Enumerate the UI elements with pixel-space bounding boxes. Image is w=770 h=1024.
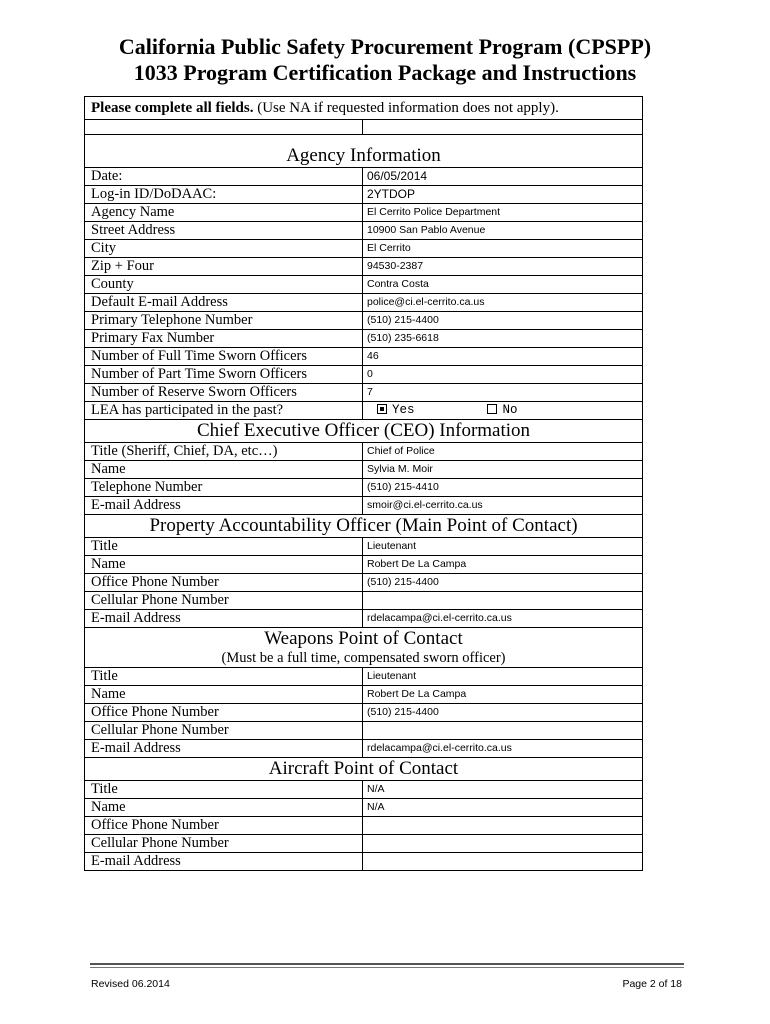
full-time-officers-field[interactable]: 46 <box>363 348 643 366</box>
certification-form <box>84 96 643 871</box>
agency-row-name <box>85 204 643 222</box>
aircraft-heading: Aircraft Point of Contact <box>85 758 643 781</box>
field-label: LEA has participated in the past? <box>85 402 363 420</box>
field-label: Title (Sheriff, Chief, DA, etc…) <box>85 443 363 461</box>
field-label: Number of Part Time Sworn Officers <box>85 366 363 384</box>
footer-divider <box>90 963 684 965</box>
blank-cell <box>363 120 643 135</box>
aircraft-title-field[interactable]: N/A <box>363 781 643 799</box>
field-label: Office Phone Number <box>85 574 363 592</box>
blank-cell <box>85 120 363 135</box>
aircraft-cell-phone-field[interactable] <box>363 835 643 853</box>
reserve-officers-field[interactable]: 7 <box>363 384 643 402</box>
weapons-title-field[interactable]: Lieutenant <box>363 668 643 686</box>
agency-row-login <box>85 186 643 204</box>
pao-title-field[interactable]: Lieutenant <box>363 538 643 556</box>
weapons-name-field[interactable]: Robert De La Campa <box>363 686 643 704</box>
field-label: Name <box>85 686 363 704</box>
ceo-section <box>85 420 643 515</box>
weapons-subheading: (Must be a full time, compensated sworn officer) <box>85 650 643 668</box>
field-label: County <box>85 276 363 294</box>
participated-options <box>363 402 643 420</box>
no-option[interactable] <box>487 402 517 419</box>
street-address-field[interactable]: 10900 San Pablo Avenue <box>363 222 643 240</box>
field-label: Name <box>85 799 363 817</box>
yes-label: Yes <box>392 403 415 417</box>
field-label: Agency Name <box>85 204 363 222</box>
checkbox-unchecked-icon[interactable] <box>487 404 497 414</box>
date-field[interactable]: 06/05/2014 <box>363 168 643 186</box>
primary-phone-field[interactable]: (510) 215-4400 <box>363 312 643 330</box>
ceo-heading: Chief Executive Officer (CEO) Information <box>85 420 643 443</box>
ceo-phone-field[interactable]: (510) 215-4410 <box>363 479 643 497</box>
field-label: Cellular Phone Number <box>85 722 363 740</box>
agency-row-participated <box>85 402 643 420</box>
page-title-line-1: California Public Safety Procurement Program (CPSPP) <box>118 34 652 59</box>
no-label: No <box>502 403 518 417</box>
weapons-cell-phone-field[interactable] <box>363 722 643 740</box>
field-label: City <box>85 240 363 258</box>
field-label: Title <box>85 668 363 686</box>
weapons-office-phone-field[interactable]: (510) 215-4400 <box>363 704 643 722</box>
aircraft-name-field[interactable]: N/A <box>363 799 643 817</box>
weapons-heading: Weapons Point of Contact <box>85 628 643 651</box>
agency-row-parttime <box>85 366 643 384</box>
agency-row-date <box>85 168 643 186</box>
revised-date: Revised 06.2014 <box>91 978 170 990</box>
weapons-section <box>85 628 643 758</box>
field-label: Telephone Number <box>85 479 363 497</box>
field-label: Number of Reserve Sworn Officers <box>85 384 363 402</box>
pao-email-field[interactable]: rdelacampa@ci.el-cerrito.ca.us <box>363 610 643 628</box>
agency-row-city <box>85 240 643 258</box>
pao-name-field[interactable]: Robert De La Campa <box>363 556 643 574</box>
agency-row-fax <box>85 330 643 348</box>
aircraft-email-field[interactable] <box>363 853 643 871</box>
zip-field[interactable]: 94530-2387 <box>363 258 643 276</box>
field-label: Primary Fax Number <box>85 330 363 348</box>
field-label: Office Phone Number <box>85 817 363 835</box>
pao-heading: Property Accountability Officer (Main Point of Contact) <box>85 515 643 538</box>
page-title-line-2: 1033 Program Certification Package and Instructions <box>133 60 637 85</box>
agency-name-field[interactable]: El Cerrito Police Department <box>363 204 643 222</box>
field-label: Log-in ID/DoDAAC: <box>85 186 363 204</box>
field-label: Cellular Phone Number <box>85 835 363 853</box>
login-id-field[interactable]: 2YTDOP <box>363 186 643 204</box>
agency-row-county <box>85 276 643 294</box>
field-label: Primary Telephone Number <box>85 312 363 330</box>
field-label: Name <box>85 556 363 574</box>
field-label: Cellular Phone Number <box>85 592 363 610</box>
field-label: Office Phone Number <box>85 704 363 722</box>
agency-row-email <box>85 294 643 312</box>
field-label: Zip + Four <box>85 258 363 276</box>
part-time-officers-field[interactable]: 0 <box>363 366 643 384</box>
city-field[interactable]: El Cerrito <box>363 240 643 258</box>
agency-heading: Agency Information <box>85 135 643 168</box>
field-label: E-mail Address <box>85 853 363 871</box>
pao-cell-phone-field[interactable] <box>363 592 643 610</box>
agency-row-reserve <box>85 384 643 402</box>
agency-section <box>85 135 643 420</box>
field-label: E-mail Address <box>85 610 363 628</box>
ceo-email-field[interactable]: smoir@ci.el-cerrito.ca.us <box>363 497 643 515</box>
agency-row-street <box>85 222 643 240</box>
county-field[interactable]: Contra Costa <box>363 276 643 294</box>
field-label: Name <box>85 461 363 479</box>
checkbox-checked-icon[interactable] <box>377 404 387 414</box>
field-label: Date: <box>85 168 363 186</box>
field-label: Number of Full Time Sworn Officers <box>85 348 363 366</box>
field-label: Title <box>85 781 363 799</box>
weapons-email-field[interactable]: rdelacampa@ci.el-cerrito.ca.us <box>363 740 643 758</box>
field-label: E-mail Address <box>85 497 363 515</box>
yes-option[interactable] <box>377 402 415 419</box>
aircraft-section <box>85 758 643 871</box>
ceo-name-field[interactable]: Sylvia M. Moir <box>363 461 643 479</box>
agency-row-phone <box>85 312 643 330</box>
page-number: Page 2 of 18 <box>622 978 682 990</box>
agency-row-fulltime <box>85 348 643 366</box>
instructions-row <box>85 97 643 120</box>
pao-office-phone-field[interactable]: (510) 215-4400 <box>363 574 643 592</box>
aircraft-office-phone-field[interactable] <box>363 817 643 835</box>
field-label: E-mail Address <box>85 740 363 758</box>
field-label: Street Address <box>85 222 363 240</box>
footer-divider-thin <box>90 967 684 968</box>
default-email-field[interactable]: police@ci.el-cerrito.ca.us <box>363 294 643 312</box>
instructions-bold: Please complete all fields. <box>91 100 254 116</box>
field-label: Title <box>85 538 363 556</box>
instructions-text: (Use NA if requested information does not apply). <box>253 100 559 116</box>
ceo-title-field[interactable]: Chief of Police <box>363 443 643 461</box>
primary-fax-field[interactable]: (510) 235-6618 <box>363 330 643 348</box>
agency-row-zip <box>85 258 643 276</box>
pao-section <box>85 515 643 628</box>
field-label: Default E-mail Address <box>85 294 363 312</box>
